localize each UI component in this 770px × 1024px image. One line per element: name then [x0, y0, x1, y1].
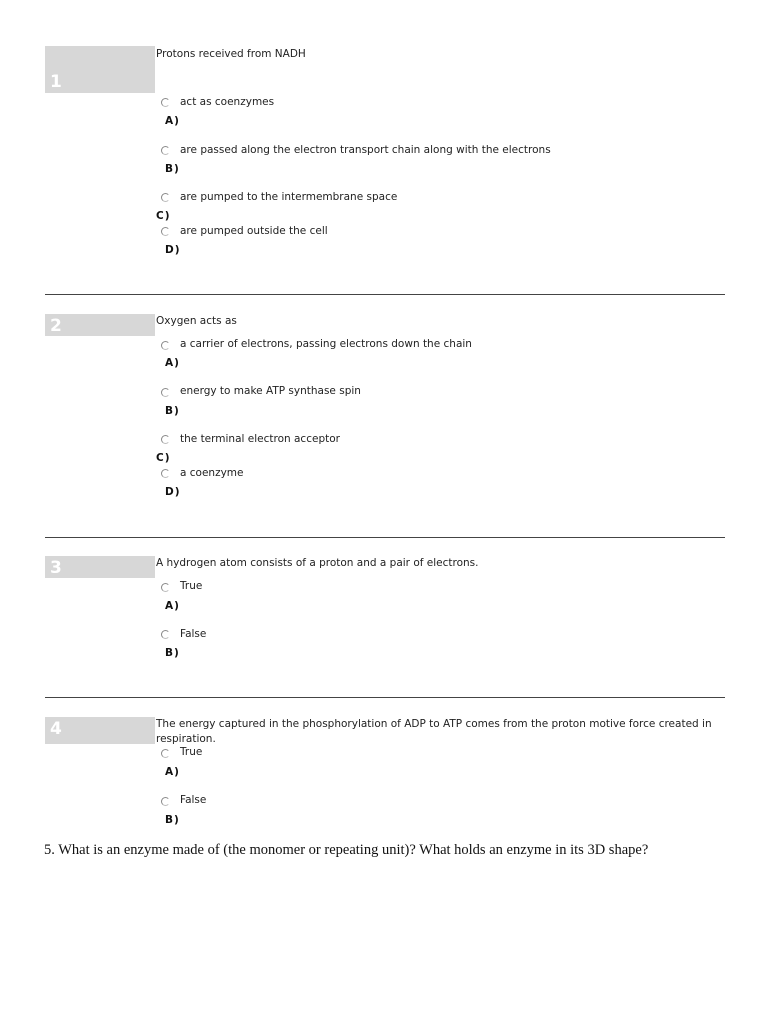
- option-radio[interactable]: [161, 749, 170, 758]
- divider: [45, 537, 725, 538]
- option-letter: B): [165, 647, 180, 659]
- question-number-badge: 1: [45, 46, 155, 93]
- option-letter: C): [156, 210, 171, 222]
- option-letter: B): [165, 814, 180, 826]
- option-letter: D): [165, 486, 181, 498]
- option-letter: C): [156, 452, 171, 464]
- option-text: energy to make ATP synthase spin: [180, 385, 361, 397]
- option-text: are pumped outside the cell: [180, 225, 328, 237]
- question-prompt: A hydrogen atom consists of a proton and a pair of electrons.: [156, 557, 479, 569]
- option-text: the terminal electron acceptor: [180, 433, 340, 445]
- divider: [45, 697, 725, 698]
- option-letter: B): [165, 163, 180, 175]
- option-radio[interactable]: [161, 146, 170, 155]
- option-text: are pumped to the intermembrane space: [180, 191, 398, 203]
- option-radio[interactable]: [161, 98, 170, 107]
- option-text: True: [180, 580, 203, 592]
- question-number-badge: 4: [45, 717, 155, 744]
- question-number-badge: 3: [45, 556, 155, 578]
- option-radio[interactable]: [161, 469, 170, 478]
- option-text: False: [180, 628, 207, 640]
- question-prompt: Protons received from NADH: [156, 48, 306, 60]
- option-text: False: [180, 794, 207, 806]
- option-radio[interactable]: [161, 341, 170, 350]
- free-response-question: 5. What is an enzyme made of (the monomer or repeating unit)? What holds an enzyme in its 3D shape?: [44, 842, 649, 858]
- option-radio[interactable]: [161, 193, 170, 202]
- option-text: are passed along the electron transport chain along with the electrons: [180, 144, 551, 156]
- question-prompt: Oxygen acts as: [156, 315, 237, 327]
- option-text: act as coenzymes: [180, 96, 275, 108]
- option-radio[interactable]: [161, 227, 170, 236]
- option-radio[interactable]: [161, 388, 170, 397]
- option-letter: A): [165, 600, 180, 612]
- option-radio[interactable]: [161, 435, 170, 444]
- option-letter: A): [165, 357, 180, 369]
- option-letter: A): [165, 115, 180, 127]
- option-letter: A): [165, 766, 180, 778]
- option-text: a carrier of electrons, passing electrons down the chain: [180, 338, 472, 350]
- option-letter: B): [165, 405, 180, 417]
- option-radio[interactable]: [161, 630, 170, 639]
- divider: [45, 294, 725, 295]
- option-text: True: [180, 746, 203, 758]
- question-number-badge: 2: [45, 314, 155, 336]
- option-radio[interactable]: [161, 797, 170, 806]
- option-text: a coenzyme: [180, 467, 244, 479]
- option-letter: D): [165, 244, 181, 256]
- option-radio[interactable]: [161, 583, 170, 592]
- question-prompt: The energy captured in the phosphorylation of ADP to ATP comes from the proton motive force created in respiration.: [156, 718, 712, 745]
